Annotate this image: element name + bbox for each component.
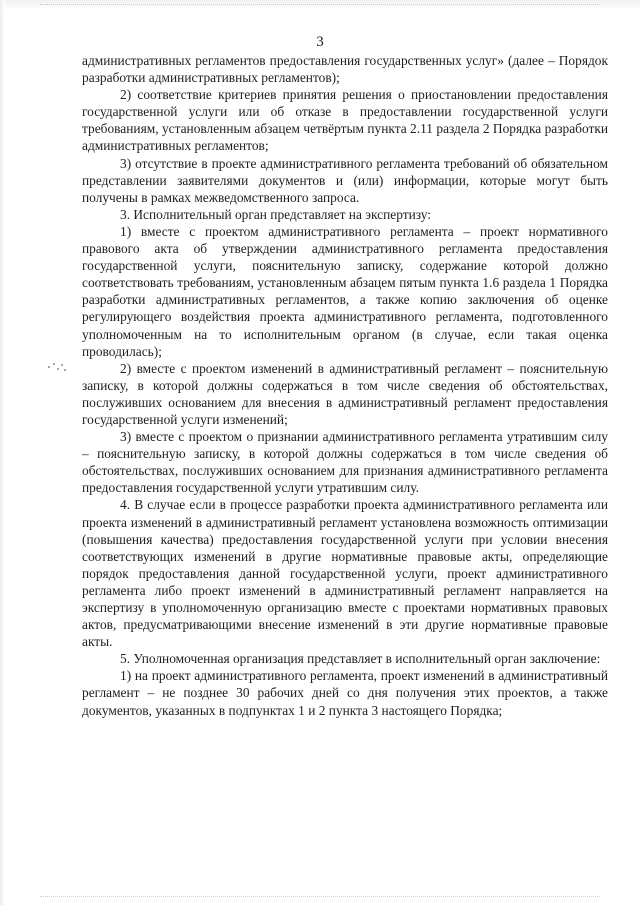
- paragraph-item-3-2: 2) вместе с проектом изменений в административный регламент – пояснительную записку, в которой должны содержаться в том числе сведения об обстоятельствах, послуживших основанием для внесения в административный регламент предоставления государственной услуги изменений;: [82, 360, 608, 427]
- scan-edge-left: [0, 0, 5, 905]
- paragraph-continuation: административных регламентов предоставления государственных услуг» (далее – Порядок разработки административных регламентов);: [82, 53, 608, 86]
- paragraph-section-3: 3. Исполнительный орган представляет на экспертизу:: [120, 206, 431, 222]
- page-number: 3: [316, 34, 324, 50]
- paragraph-item-2-3: 3) отсутствие в проекте административного регламента требований об обязательном представлении заявителями документов и (или) информации, которые могут быть получены в рамках межведомственного запроса.: [82, 155, 608, 205]
- scan-noise-top: [40, 4, 600, 9]
- paragraph-section-5: 5. Уполномоченная организация представляет в исполнительный орган заключение:: [120, 651, 601, 667]
- paragraph-section-4: 4. В случае если в процессе разработки проекта административного регламента или проекта изменений в административный регламент установлена возможность оптимизации (повышения качества) предоставления государственной услуги при условии внесения соответствующих изменений в другие нормативные правовые акты, определяющие порядок предоставления данной государственной услуги, проект административного регламента либо проект изменений в административный регламент направляется на экспертизу в уполномоченную организацию вместе с проектами нормативных правовых актов, предусматривающими внесение изменений в эти другие нормативные правовые акты.: [82, 497, 608, 650]
- scan-noise-bottom: [40, 896, 600, 901]
- paragraph-item-5-1: 1) на проект административного регламента, проект изменений в административный регламент – не позднее 30 рабочих дней со дня получения этих проектов, а также документов, указанных в подпунктах 1 и 2 пункта 3 настоящего Порядка;: [82, 668, 608, 718]
- paragraph-item-3-1: 1) вместе с проектом административного регламента – проект нормативного правового акта об утверждении административного регламента предоставления государственной услуги, пояснительную записку, содержание которой должно соответствовать требованиям, установленным абзацем пятым пункта 1.6 раздела 1 Порядка разработки административных регламентов, а также копию заключения об оценке регулирующего воздействия проекта административного регламента, подготовленного уполномоченным на то исполнительным органом (в случае, если такая оценка проводилась);: [82, 223, 608, 359]
- paragraph-item-2-2: 2) соответствие критериев принятия решения о приостановлении предоставления государственной услуги или об отказе в предоставлении государственной услуги требованиям, установленным абзацем четвёртым пункта 2.11 раздела 2 Порядка разработки административных регламентов;: [82, 87, 608, 154]
- document-body: [82, 52, 608, 719]
- paragraph-item-3-3: 3) вместе с проектом о признании административного регламента утратившим силу – пояснительную записку, в которой должны содержаться в том числе сведения об обстоятельствах, послуживших основанием для признания административного регламента предоставления государственной услуги утратившим силу.: [82, 429, 608, 496]
- scan-speck: [48, 360, 68, 372]
